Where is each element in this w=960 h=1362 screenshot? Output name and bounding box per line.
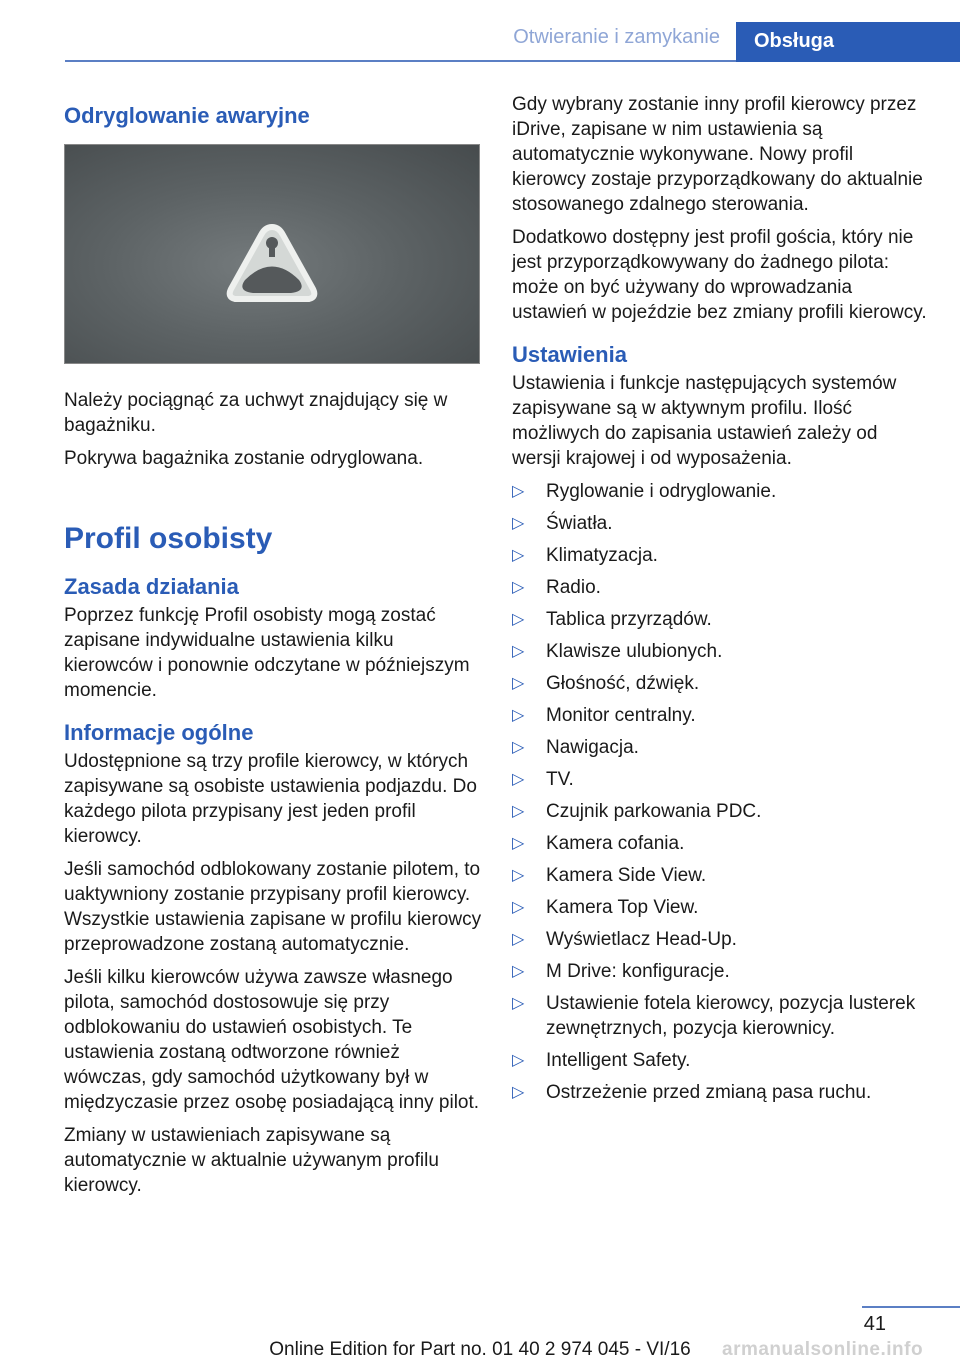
list-item: ▷ Klimatyzacja. bbox=[512, 545, 658, 566]
list-item: ▷ Wyświetlacz Head-Up. bbox=[512, 929, 737, 950]
list-item: ▷ Nawigacja. bbox=[512, 737, 639, 758]
list-item: ▷ Ustawienie fotela kierowcy, pozycja lusterek zewnętrznych, pozycja kierownicy. bbox=[512, 993, 916, 1039]
footer-rule bbox=[862, 1306, 960, 1308]
edition-footer: Online Edition for Part no. 01 40 2 974 045 - VI/16 bbox=[269, 1339, 691, 1360]
list-item: ▷ Ryglowanie i odryglowanie. bbox=[512, 481, 777, 502]
heading-principle: Zasada działania bbox=[64, 574, 239, 599]
header-section-title: Otwieranie i zamykanie bbox=[513, 26, 720, 48]
bullet-triangle-icon: ▷ bbox=[512, 611, 525, 628]
general-paragraph-2: Jeśli samochód odblokowany zostanie pilotem, to uaktywniony zostanie przypisany profil kierowcy. Wszystkie ustawienia zapisane w profilu kierowcy przeprowadzone zostaną automatycznie. bbox=[64, 859, 482, 955]
list-item: ▷ M Drive: konfiguracje. bbox=[512, 961, 730, 982]
list-item: ▷ Kamera Side View. bbox=[512, 865, 707, 886]
general-paragraph-4: Zmiany w ustawieniach zapisywane są automatycznie w aktualnie używanym profilu kierowcy. bbox=[64, 1125, 439, 1196]
list-item: ▷ Kamera cofania. bbox=[512, 833, 685, 854]
bullet-triangle-icon: ▷ bbox=[512, 547, 525, 564]
bullet-triangle-icon: ▷ bbox=[512, 1052, 525, 1069]
general-paragraph-1: Udostępnione są trzy profile kierowcy, w których zapisywane są osobiste ustawienia podjazdu. Do każdego pilota przypisany jest jeden profil kierowcy. bbox=[64, 751, 477, 847]
list-item: ▷ Intelligent Safety. bbox=[512, 1050, 691, 1071]
list-item: ▷ Ostrzeżenie przed zmianą pasa ruchu. bbox=[512, 1082, 872, 1103]
list-item: ▷ Tablica przyrządów. bbox=[512, 609, 712, 630]
right-paragraph-2: Dodatkowo dostępny jest profil gościa, który nie jest przyporządkowywany do żadnego pilota: może on być używany do wprowadzania ustawień w pojeździe bez zmiany profili kierowcy. bbox=[512, 227, 927, 323]
bullet-triangle-icon: ▷ bbox=[512, 803, 525, 820]
watermark: armanualsonline.info bbox=[722, 1339, 924, 1360]
bullet-triangle-icon: ▷ bbox=[512, 643, 525, 660]
emergency-paragraph-1: Należy pociągnąć za uchwyt znajdujący się w bagażniku. bbox=[64, 390, 448, 436]
bullet-triangle-icon: ▷ bbox=[512, 579, 525, 596]
page-number: 41 bbox=[863, 1313, 886, 1335]
heading-emergency-unlock: Odryglowanie awaryjne bbox=[64, 103, 310, 128]
bullet-triangle-icon: ▷ bbox=[512, 963, 525, 980]
bullet-triangle-icon: ▷ bbox=[512, 771, 525, 788]
right-column bbox=[512, 92, 930, 1112]
heading-settings: Ustawienia bbox=[512, 342, 627, 367]
bullet-triangle-icon: ▷ bbox=[512, 515, 525, 532]
emergency-paragraph-2: Pokrywa bagażnika zostanie odryglowana. bbox=[64, 448, 424, 469]
bullet-triangle-icon: ▷ bbox=[512, 483, 525, 500]
list-item: ▷ Klawisze ulubionych. bbox=[512, 641, 723, 662]
bullet-triangle-icon: ▷ bbox=[512, 899, 525, 916]
list-item: ▷ Radio. bbox=[512, 577, 601, 598]
trunk-release-handle-image bbox=[64, 144, 480, 364]
header-tab-obsluga: Obsługa bbox=[736, 22, 960, 62]
list-item: ▷ Monitor centralny. bbox=[512, 705, 696, 726]
list-item: ▷ Światła. bbox=[512, 513, 613, 534]
bullet-triangle-icon: ▷ bbox=[512, 867, 525, 884]
list-item: ▷ Czujnik parkowania PDC. bbox=[512, 801, 762, 822]
bullet-triangle-icon: ▷ bbox=[512, 675, 525, 692]
bullet-triangle-icon: ▷ bbox=[512, 835, 525, 852]
heading-personal-profile: Profil osobisty bbox=[64, 522, 273, 555]
bullet-triangle-icon: ▷ bbox=[512, 707, 525, 724]
settings-paragraph: Ustawienia i funkcje następujących systemów zapisywane są w aktywnym profilu. Ilość możliwych do zapisania ustawień zależy od wersji krajowej i od wyposażenia. bbox=[512, 373, 897, 469]
principle-paragraph: Poprzez funkcję Profil osobisty mogą zostać zapisane indywidualne ustawienia kilku kierowców i ponownie odczytane w późniejszym momencie. bbox=[64, 605, 470, 701]
right-paragraph-1: Gdy wybrany zostanie inny profil kierowcy przez iDrive, zapisane w nim ustawienia są automatycznie wykonywane. Nowy profil kierowcy zostaje przyporządkowany do aktualnie stosowanego zdalnego sterowania. bbox=[512, 94, 923, 215]
list-item: ▷ TV. bbox=[512, 769, 574, 790]
bullet-triangle-icon: ▷ bbox=[512, 995, 525, 1012]
trunk-handle-illustration bbox=[65, 145, 479, 363]
settings-list bbox=[512, 479, 930, 1105]
bullet-triangle-icon: ▷ bbox=[512, 931, 525, 948]
bullet-triangle-icon: ▷ bbox=[512, 1084, 525, 1101]
left-column bbox=[64, 92, 482, 1206]
heading-general-info: Informacje ogólne bbox=[64, 720, 254, 745]
list-item: ▷ Głośność, dźwięk. bbox=[512, 673, 700, 694]
bullet-triangle-icon: ▷ bbox=[512, 739, 525, 756]
list-item: ▷ Kamera Top View. bbox=[512, 897, 699, 918]
general-paragraph-3: Jeśli kilku kierowców używa zawsze własnego pilota, samochód dostosowuje się przy odblokowaniu do ustawień osobistych. Te ustawienia zostaną odtworzone również wówczas, gdy samochód użytkowany był w międzyczasie przez osobę posiadającą inny pilot. bbox=[64, 967, 480, 1113]
